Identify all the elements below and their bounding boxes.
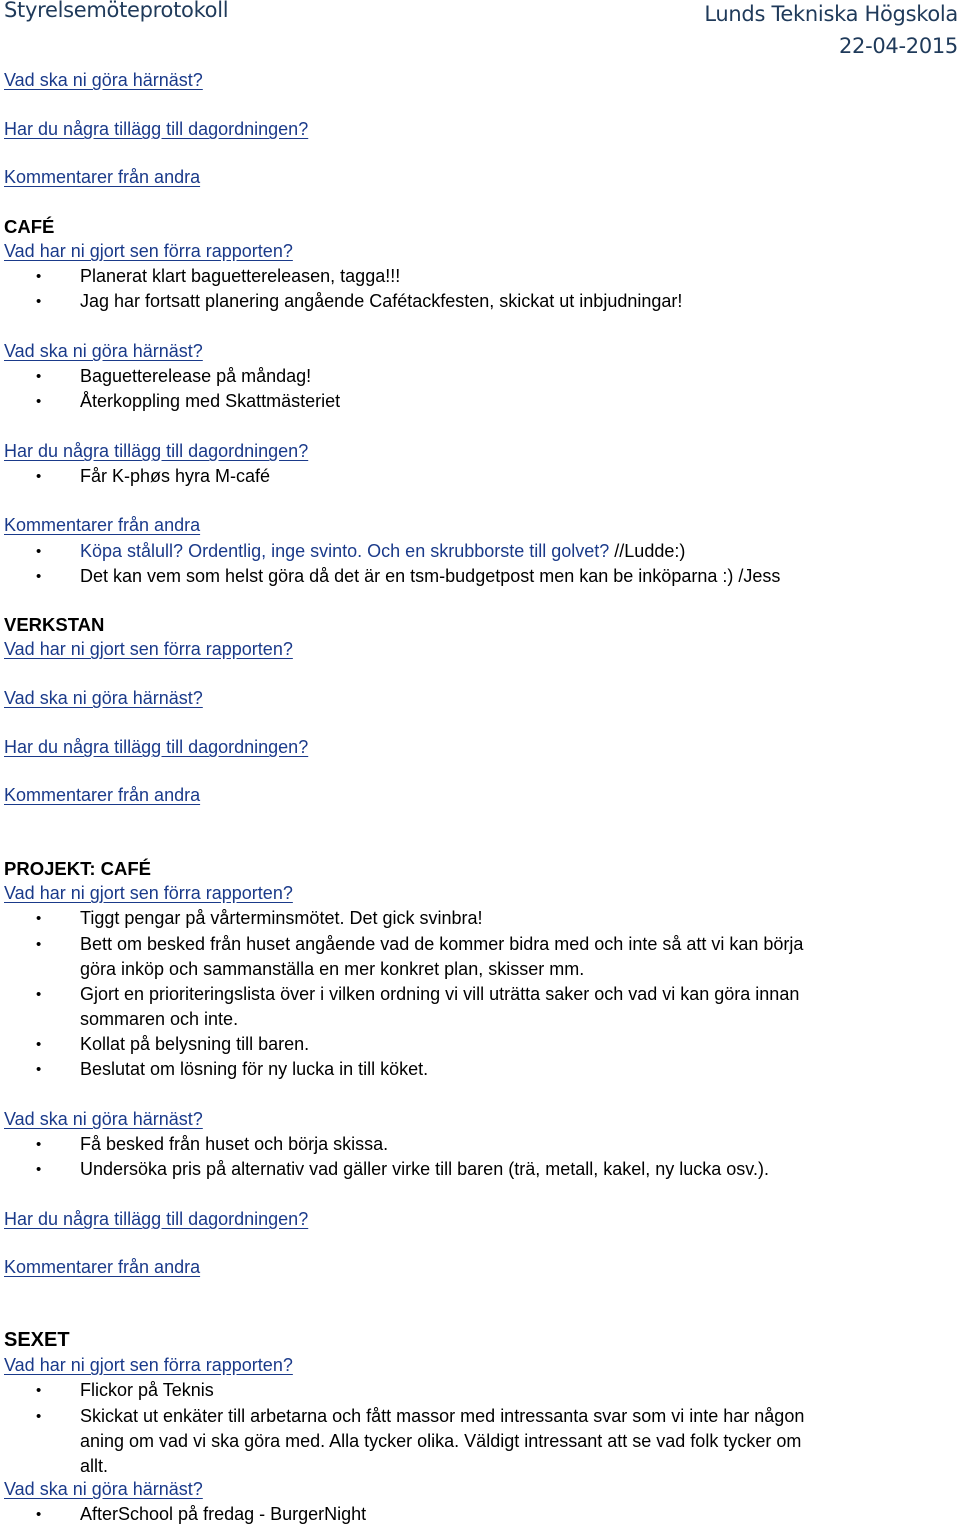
section-question (4, 686, 203, 711)
question-text: Har du några tillägg till dagordningen? (4, 441, 309, 461)
question-text: Kommentarer från andra (4, 167, 201, 187)
question-text: Kommentarer från andra (4, 515, 201, 535)
bullet-item-continuation: aning om vad vi ska göra med. Alla tycker olika. Väldigt intressant att se vad folk tycker om (80, 1431, 802, 1451)
bullet-item-continuation: göra inköp och sammanställa en mer konkret plan, skisser mm. (80, 959, 585, 979)
organization-name: Lunds Tekniska Högskola (704, 2, 958, 26)
question-text: Vad ska ni göra härnäst? (4, 341, 203, 361)
question-text: Har du några tillägg till dagordningen? (4, 1209, 309, 1229)
question-text: Har du några tillägg till dagordningen? (4, 119, 309, 139)
bullet-item-continuation: allt. (80, 1456, 109, 1476)
document-date: 22-04-2015 (838, 34, 958, 58)
section-question (4, 68, 203, 93)
bullet-item: • Det kan vem som helst göra då det är en tsm-budgetpost men kan be inköparna :) /Jess (80, 564, 780, 589)
question-text: Vad ska ni göra härnäst? (4, 1109, 203, 1129)
bullet-item: • Kollat på belysning till baren. (80, 1032, 309, 1057)
bullet-item: • Återkoppling med Skattmästeriet (80, 389, 340, 414)
section-heading: SEXET (4, 1329, 70, 1351)
bullet-item: • Jag har fortsatt planering angående Cafétackfesten, skickat ut inbjudningar! (80, 289, 682, 314)
section-question (4, 339, 203, 364)
question-text: Vad har ni gjort sen förra rapporten? (4, 883, 293, 903)
section-question (4, 165, 200, 190)
section-heading: CAFÉ (4, 216, 55, 237)
section-question (4, 1353, 293, 1378)
comment-signature: //Ludde:) (609, 541, 686, 561)
comment-text: Köpa stålull? Ordentlig, inge svinto. Och en skrubborste till golvet? (80, 541, 610, 561)
bullet-item: • AfterSchool på fredag - BurgerNight (80, 1502, 366, 1527)
question-text: Vad har ni gjort sen förra rapporten? (4, 639, 293, 659)
question-text: Kommentarer från andra (4, 1257, 201, 1277)
section-question (4, 513, 200, 538)
bullet-item: • Skickat ut enkäter till arbetarna och fått massor med intressanta svar som vi inte har någon (80, 1404, 804, 1429)
bullet-item (80, 539, 685, 564)
bullet-item-continuation: sommaren och inte. (80, 1009, 239, 1029)
document-header-meta (704, 0, 958, 62)
question-text: Vad har ni gjort sen förra rapporten? (4, 241, 293, 261)
question-text: Kommentarer från andra (4, 785, 201, 805)
section-question (4, 117, 308, 142)
section-question (4, 783, 200, 808)
bullet-item: • Beslutat om lösning för ny lucka in till köket. (80, 1057, 428, 1082)
bullet-item: • Undersöka pris på alternativ vad gäller virke till baren (trä, metall, kakel, ny lucka osv.). (80, 1157, 769, 1182)
section-question (4, 1477, 203, 1502)
bullet-item: • Baguetterelease på måndag! (80, 364, 311, 389)
question-text: Vad ska ni göra härnäst? (4, 70, 203, 90)
question-text: Har du några tillägg till dagordningen? (4, 737, 309, 757)
bullet-item: • Flickor på Teknis (80, 1378, 214, 1403)
bullet-item: • Få besked från huset och börja skissa. (80, 1132, 388, 1157)
section-question (4, 1107, 203, 1132)
document-title: Styrelsemöteprotokoll (4, 0, 229, 22)
bullet-item: • Tiggt pengar på vårterminsmötet. Det gick svinbra! (80, 906, 483, 931)
section-question (4, 439, 308, 464)
bullet-item: • Gjort en prioriteringslista över i vilken ordning vi vill uträtta saker och vad vi kan göra innan (80, 982, 799, 1007)
bullet-item: • Får K-phøs hyra M-café (80, 464, 270, 489)
section-question (4, 637, 293, 662)
section-question (4, 1255, 200, 1280)
section-question (4, 881, 293, 906)
section-heading: VERKSTAN (4, 614, 105, 635)
question-text: Vad ska ni göra härnäst? (4, 1479, 203, 1499)
question-text: Vad har ni gjort sen förra rapporten? (4, 1355, 293, 1375)
section-question (4, 239, 293, 264)
bullet-item: • Bett om besked från huset angående vad de kommer bidra med och inte så att vi kan börja (80, 932, 803, 957)
section-question (4, 1207, 308, 1232)
bullet-item: • Planerat klart baguettereleasen, tagga!!! (80, 264, 400, 289)
question-text: Vad ska ni göra härnäst? (4, 688, 203, 708)
section-question (4, 735, 308, 760)
section-heading: PROJEKT: CAFÉ (4, 858, 151, 879)
